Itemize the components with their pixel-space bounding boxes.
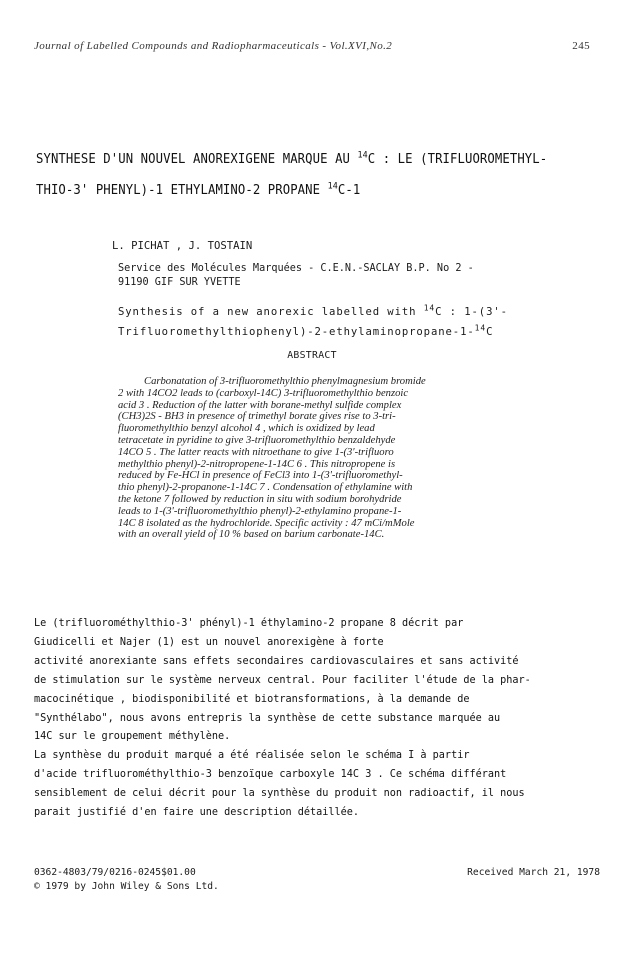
body-line: 14C sur le groupement méthylène. bbox=[34, 731, 231, 743]
body-line: La synthèse du produit marqué a été réalisée selon le schéma I à partir bbox=[34, 750, 470, 762]
body-line: de stimulation sur le système nerveux central. Pour faciliter l'étude de la phar- bbox=[34, 674, 531, 686]
running-header bbox=[34, 40, 590, 52]
title-line-1-text: SYNTHESE D'UN NOUVEL ANOREXIGENE MARQUE AU bbox=[36, 152, 358, 167]
abstract-line: 14CO 5 . The latter reacts with nitroethane to give 1-(3'-trifluoro bbox=[118, 446, 394, 458]
abstract-line: (CH3)2S - BH3 in presence of trimethyl borate gives rise to 3-tri- bbox=[118, 411, 396, 423]
abstract-line: thio phenyl)-2-propanone-1-14C 7 . Condensation of ethylamine with bbox=[118, 482, 413, 494]
abstract-line: reduced by Fe-HCl in presence of FeCl3 into 1-(3'-trifluoromethyl- bbox=[118, 470, 403, 482]
title-line-2 bbox=[36, 175, 557, 206]
english-title bbox=[118, 302, 598, 342]
received-date: Received March 21, 1978 bbox=[467, 867, 600, 878]
body-text bbox=[34, 615, 594, 823]
english-title-line-2-rest: C bbox=[486, 326, 494, 338]
body-line: parait justifié d'en faire une description détaillée. bbox=[34, 807, 360, 819]
abstract-heading: ABSTRACT bbox=[287, 350, 337, 361]
english-title-line-2-isotope: 14 bbox=[474, 323, 487, 333]
body-line: Le (trifluorométhylthio-3' phényl)-1 éthylamino-2 propane 8 décrit par bbox=[34, 618, 464, 629]
abstract-line: fluoromethylthio benzyl alcohol 4 , which is oxidized by lead bbox=[118, 423, 375, 435]
footer-publication-info bbox=[34, 866, 334, 893]
body-line: activité anorexiante sans effets secondaires cardiovasculaires et sans activité bbox=[34, 655, 519, 667]
english-title-line-1-text: Synthesis of a new anorexic labelled with bbox=[118, 306, 424, 318]
copyright: © 1979 by John Wiley & Sons Ltd. bbox=[34, 880, 219, 892]
abstract-text bbox=[118, 376, 558, 541]
abstract-line: methylthio phenyl)-2-nitropropene-1-14C 6 . This nitropropene is bbox=[118, 458, 396, 470]
english-title-line-1-rest: C : 1-(3'- bbox=[435, 306, 508, 318]
authors: L. PICHAT , J. TOSTAIN bbox=[112, 240, 253, 252]
article-title bbox=[36, 144, 557, 206]
abstract-line: acid 3 . Reduction of the latter with borane-methyl sulfide complex bbox=[118, 399, 402, 411]
affiliation-line-2: 91190 GIF SUR YVETTE bbox=[118, 277, 241, 288]
abstract-line: Carbonatation of 3-trifluoromethylthio phenylmagnesium bromide bbox=[144, 376, 426, 387]
title-line-2-isotope: 14 bbox=[327, 181, 338, 192]
abstract-line: leads to 1-(3'-trifluoromethylthio phenyl)-2-ethylamino propane-1- bbox=[118, 505, 402, 517]
english-title-line-1 bbox=[118, 302, 598, 322]
body-line: Giudicelli et Najer (1) est un nouvel anorexigène à forte bbox=[34, 636, 384, 648]
abstract-line: 2 with 14CO2 leads to (carboxyl-14C) 3-trifluoromethylthio benzoic bbox=[118, 387, 409, 399]
abstract-line: with an overall yield of 10 % based on barium carbonate-14C. bbox=[118, 529, 385, 541]
abstract-line: the ketone 7 followed by reduction in situ with sodium borohydride bbox=[118, 493, 402, 505]
body-line: macocinétique , biodisponibilité et biotransformations, à la demande de bbox=[34, 693, 470, 705]
journal-name: Journal of Labelled Compounds and Radiopharmaceuticals - Vol.XVI,No.2 bbox=[34, 40, 393, 52]
page-number: 245 bbox=[572, 40, 590, 52]
title-line-1-isotope: 14 bbox=[357, 150, 368, 161]
title-line-2-text: THIO-3' PHENYL)-1 ETHYLAMINO-2 PROPANE bbox=[36, 183, 328, 198]
affiliation bbox=[118, 262, 598, 290]
body-line: sensiblement de celui décrit pour la synthèse du produit non radioactif, il nous bbox=[34, 788, 525, 800]
abstract-line: 14C 8 isolated as the hydrochloride. Specific activity : 47 mCi/mMole bbox=[118, 517, 415, 529]
title-line-1 bbox=[36, 144, 557, 175]
title-line-2-rest: C-1 bbox=[337, 183, 361, 198]
body-line: d'acide trifluorométhylthio-3 benzoïque carboxyle 14C 3 . Ce schéma différant bbox=[34, 769, 507, 781]
affiliation-line-1: Service des Molécules Marquées - C.E.N.-SACLAY B.P. No 2 - bbox=[118, 263, 474, 274]
english-title-line-2 bbox=[118, 322, 598, 342]
article-code: 0362-4803/79/0216-0245$01.00 bbox=[34, 867, 196, 878]
title-line-1-rest: C : LE (TRIFLUOROMETHYL- bbox=[367, 152, 548, 167]
english-title-line-2-text: Trifluoromethylthiophenyl)-2-ethylaminopropane-1- bbox=[118, 326, 475, 338]
english-title-line-1-isotope: 14 bbox=[423, 303, 436, 313]
body-line: "Synthélabo", nous avons entrepris la synthèse de cette substance marquée au bbox=[34, 712, 501, 724]
abstract-line: tetracetate in pyridine to give 3-trifluoromethylthio benzaldehyde bbox=[118, 434, 396, 446]
